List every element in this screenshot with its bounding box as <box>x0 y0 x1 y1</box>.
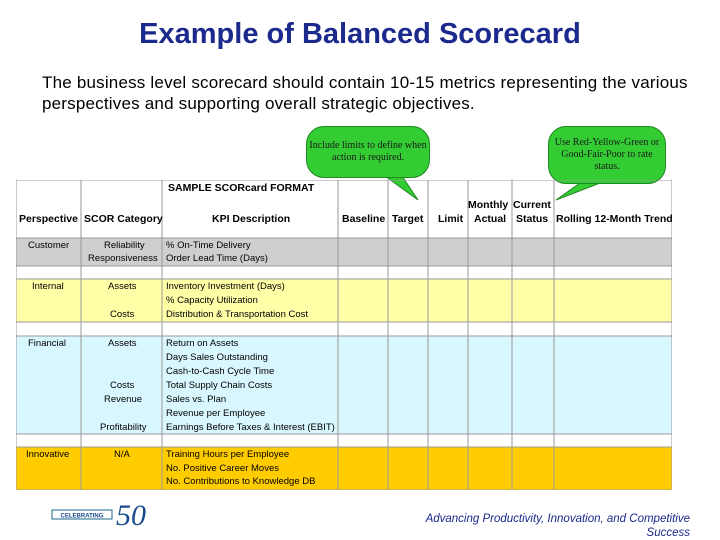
callout-status-text: Use Red-Yellow-Green or Good-Fair-Poor to rate status. <box>554 137 660 172</box>
scor-cell: Assets <box>108 281 137 292</box>
svg-text:50: 50 <box>116 499 146 530</box>
scor-cell: Revenue <box>104 394 143 405</box>
callout-status <box>548 126 666 184</box>
kpi-cell: Distribution & Transportation Cost <box>166 309 309 320</box>
scor-cell: N/A <box>114 449 130 460</box>
kpi-cell: % On-Time Delivery <box>166 240 251 251</box>
header-kpi-description: KPI Description <box>212 213 291 225</box>
footer-tagline <box>426 512 690 540</box>
sheet-format-title: SAMPLE SCORcard FORMAT <box>168 182 315 194</box>
callout-limits-text: Include limits to define when action is required. <box>309 140 427 163</box>
kpi-cell: % Capacity Utilization <box>166 295 258 306</box>
kpi-cell: Days Sales Outstanding <box>166 352 268 363</box>
intro-paragraph: The business level scorecard should contain 10-15 metrics representing the various perspectives and supporting overall strategic objectives. <box>42 73 688 113</box>
scor-cell: Costs <box>110 309 135 320</box>
kpi-cell: Inventory Investment (Days) <box>166 281 285 292</box>
footer-tagline-line1: Advancing Productivity, Innovation, and Competitive <box>425 513 690 525</box>
header-perspective: Perspective <box>19 213 78 225</box>
kpi-cell: Earnings Before Taxes & Interest (EBIT) <box>166 422 335 433</box>
kpi-cell: Training Hours per Employee <box>166 449 290 460</box>
sheet-gridlines <box>16 180 672 490</box>
scor-cell: Costs <box>110 380 135 391</box>
kpi-cell: No. Positive Career Moves <box>166 463 279 474</box>
kpi-cell: Return on Assets <box>166 338 239 349</box>
footer-tagline-line2: Success <box>646 527 690 539</box>
header-baseline: Baseline <box>342 213 386 225</box>
header-scor-category: SCOR Category <box>84 213 163 225</box>
kpi-cell: Total Supply Chain Costs <box>166 380 273 391</box>
kpi-cell: Revenue per Employee <box>166 408 266 419</box>
kpi-cell: Sales vs. Plan <box>166 394 227 405</box>
celebrating-50-logo <box>50 498 160 530</box>
scorecard-sheet <box>16 180 672 490</box>
header-current: Current <box>513 199 551 211</box>
header-limit: Limit <box>438 213 464 225</box>
header-rolling-trend: Rolling 12-Month Trend <box>556 213 673 225</box>
scor-cell: Reliability <box>104 240 145 251</box>
kpi-cell: Order Lead Time (Days) <box>166 253 268 264</box>
perspective-cell: Innovative <box>26 449 70 460</box>
callout-limits <box>306 126 430 178</box>
scor-cell: Profitability <box>100 422 147 433</box>
svg-text:CELEBRATING: CELEBRATING <box>60 513 104 520</box>
perspective-cell: Internal <box>32 281 64 292</box>
kpi-cell: Cash-to-Cash Cycle Time <box>166 366 275 377</box>
header-status: Status <box>516 213 549 225</box>
header-target: Target <box>392 213 424 225</box>
perspective-cell: Customer <box>28 240 70 251</box>
kpi-cell: No. Contributions to Knowledge DB <box>166 476 316 487</box>
slide-title: Example of Balanced Scorecard <box>139 18 581 50</box>
scor-cell: Assets <box>108 338 137 349</box>
scor-cell: Responsiveness <box>88 253 158 264</box>
perspective-cell: Financial <box>28 338 67 349</box>
header-monthly: Monthly <box>468 199 509 211</box>
header-actual: Actual <box>474 213 507 225</box>
